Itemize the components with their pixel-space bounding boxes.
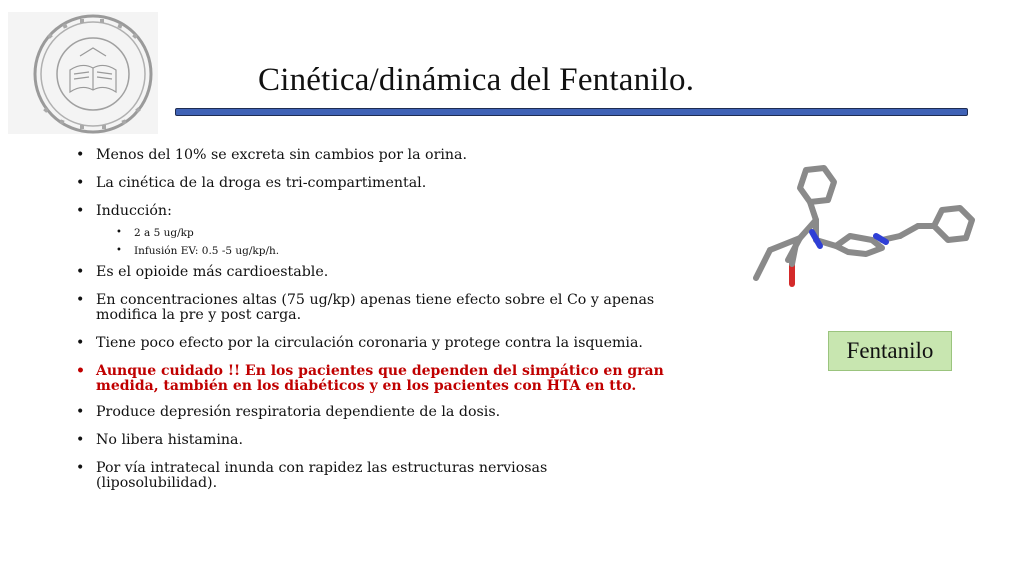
list-item: • No libera histamina.: [72, 433, 672, 448]
list-item: • En concentraciones altas (75 ug/kp) apenas tiene efecto sobre el Co y apenas modifica la pre y post carga.: [72, 293, 672, 323]
list-item: [72, 204, 672, 257]
list-item-text: Inducción:: [96, 203, 172, 219]
sub-list: [96, 227, 672, 257]
sub-list-item: • Infusión EV: 0.5 -5 ug/kp/h.: [96, 245, 672, 257]
bullet-list: [72, 148, 672, 504]
fentanyl-molecule-image: [748, 160, 980, 295]
list-item: • Es el opioide más cardioestable.: [72, 265, 672, 280]
warning-list-item: • Aunque cuidado !! En los pacientes que dependen del simpático en gran medida, también en los diabéticos y en los pacientes con HTA en tto.: [72, 364, 672, 394]
sub-list-item: • 2 a 5 ug/kp: [96, 227, 672, 239]
list-item: • Tiene poco efecto por la circulación coronaria y protege contra la isquemia.: [72, 336, 672, 351]
list-item: • Produce depresión respiratoria dependiente de la dosis.: [72, 405, 672, 420]
list-item: • Menos del 10% se excreta sin cambios por la orina.: [72, 148, 672, 163]
molecule-label: Fentanilo: [828, 331, 952, 371]
title-underline-bar: [175, 108, 968, 116]
list-item: • Por vía intratecal inunda con rapidez las estructuras nerviosas (liposolubilidad).: [72, 461, 672, 491]
list-item: • La cinética de la droga es tri-compartimental.: [72, 176, 672, 191]
university-seal-logo: [8, 12, 158, 134]
page-title: Cinética/dinámica del Fentanilo.: [258, 62, 695, 98]
